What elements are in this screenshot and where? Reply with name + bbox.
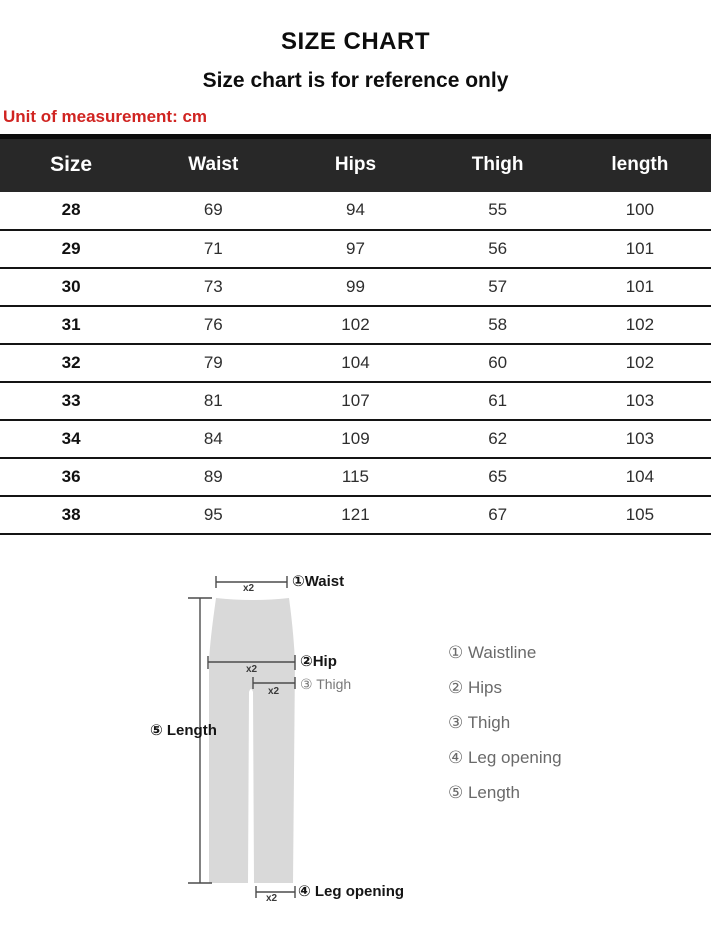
size-table-header bbox=[0, 137, 711, 192]
legend-item-waistline: ① Waistline bbox=[448, 643, 537, 662]
cell-size: 32 bbox=[0, 344, 142, 382]
cell-hips: 107 bbox=[284, 382, 426, 420]
cell-size: 36 bbox=[0, 458, 142, 496]
page-title: SIZE CHART bbox=[281, 28, 430, 55]
table-row bbox=[0, 382, 711, 420]
thigh-label: ③ Thigh bbox=[300, 676, 352, 692]
cell-waist: 71 bbox=[142, 230, 284, 268]
table-row bbox=[0, 496, 711, 534]
cell-size: 31 bbox=[0, 306, 142, 344]
cell-hips: 104 bbox=[284, 344, 426, 382]
cell-thigh: 56 bbox=[427, 230, 569, 268]
thigh-x2-label: x2 bbox=[268, 686, 280, 697]
table-row bbox=[0, 458, 711, 496]
cell-hips: 109 bbox=[284, 420, 426, 458]
cell-waist: 79 bbox=[142, 344, 284, 382]
cell-size: 38 bbox=[0, 496, 142, 534]
measurement-diagram bbox=[0, 531, 711, 931]
cell-length: 101 bbox=[569, 230, 711, 268]
table-row bbox=[0, 192, 711, 230]
cell-waist: 89 bbox=[142, 458, 284, 496]
cell-hips: 97 bbox=[284, 230, 426, 268]
cell-length: 105 bbox=[569, 496, 711, 534]
cell-waist: 95 bbox=[142, 496, 284, 534]
cell-thigh: 60 bbox=[427, 344, 569, 382]
cell-length: 104 bbox=[569, 458, 711, 496]
cell-length: 103 bbox=[569, 420, 711, 458]
waist-label: ①Waist bbox=[292, 573, 345, 590]
cell-length: 102 bbox=[569, 344, 711, 382]
cell-thigh: 58 bbox=[427, 306, 569, 344]
cell-hips: 115 bbox=[284, 458, 426, 496]
cell-size: 28 bbox=[0, 192, 142, 230]
leg-opening-label: ④ Leg opening bbox=[298, 883, 405, 900]
cell-size: 29 bbox=[0, 230, 142, 268]
cell-waist: 76 bbox=[142, 306, 284, 344]
unit-note: Unit of measurement: cm bbox=[3, 107, 208, 126]
size-table-body bbox=[0, 192, 711, 534]
table-row bbox=[0, 420, 711, 458]
cell-size: 34 bbox=[0, 420, 142, 458]
cell-size: 33 bbox=[0, 382, 142, 420]
cell-waist: 73 bbox=[142, 268, 284, 306]
cell-length: 103 bbox=[569, 382, 711, 420]
cell-hips: 94 bbox=[284, 192, 426, 230]
header-row bbox=[0, 137, 711, 192]
table-row bbox=[0, 268, 711, 306]
cell-thigh: 61 bbox=[427, 382, 569, 420]
col-header-size: Size bbox=[0, 137, 142, 192]
pants-diagram-graphic bbox=[0, 531, 711, 931]
legend-item-thigh: ③ Thigh bbox=[448, 713, 511, 732]
page-subtitle: Size chart is for reference only bbox=[202, 69, 509, 92]
table-row bbox=[0, 344, 711, 382]
cell-hips: 102 bbox=[284, 306, 426, 344]
cell-thigh: 62 bbox=[427, 420, 569, 458]
hip-x2-label: x2 bbox=[246, 664, 258, 675]
col-header-length: length bbox=[569, 137, 711, 192]
length-measure-line bbox=[188, 598, 212, 883]
col-header-hips: Hips bbox=[284, 137, 426, 192]
length-label: ⑤ Length bbox=[150, 722, 217, 739]
cell-length: 100 bbox=[569, 192, 711, 230]
cell-thigh: 55 bbox=[427, 192, 569, 230]
legend-item-hips: ② Hips bbox=[448, 678, 502, 697]
table-row bbox=[0, 230, 711, 268]
cell-thigh: 57 bbox=[427, 268, 569, 306]
table-row bbox=[0, 306, 711, 344]
col-header-waist: Waist bbox=[142, 137, 284, 192]
size-table bbox=[0, 134, 711, 535]
cell-hips: 121 bbox=[284, 496, 426, 534]
measurement-legend bbox=[448, 642, 562, 803]
legend-item-length: ⑤ Length bbox=[448, 783, 520, 802]
cell-thigh: 65 bbox=[427, 458, 569, 496]
cell-waist: 84 bbox=[142, 420, 284, 458]
cell-length: 101 bbox=[569, 268, 711, 306]
cell-length: 102 bbox=[569, 306, 711, 344]
cell-waist: 69 bbox=[142, 192, 284, 230]
hip-label: ②Hip bbox=[300, 653, 337, 670]
cell-size: 30 bbox=[0, 268, 142, 306]
cell-waist: 81 bbox=[142, 382, 284, 420]
pants-shape bbox=[209, 598, 295, 883]
col-header-thigh: Thigh bbox=[427, 137, 569, 192]
cell-thigh: 67 bbox=[427, 496, 569, 534]
waist-x2-label: x2 bbox=[243, 583, 255, 594]
cell-hips: 99 bbox=[284, 268, 426, 306]
legend-item-leg-opening: ④ Leg opening bbox=[448, 748, 562, 767]
leg-opening-x2-label: x2 bbox=[266, 893, 278, 904]
